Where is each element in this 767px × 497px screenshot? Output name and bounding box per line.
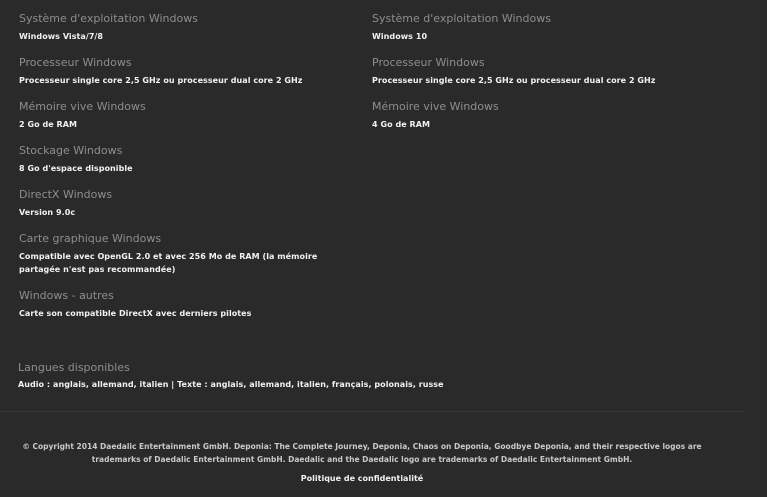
spec-value: Compatible avec OpenGL 2.0 et avec 256 Mo de RAM (la mémoire partagée n'est pas recommandée) <box>19 252 318 274</box>
copyright-notice <box>0 440 724 466</box>
spec-label: Processeur Windows <box>372 56 485 69</box>
languages-value: Audio : anglais, allemand, italien | Texte : anglais, allemand, italien, français, polonais, russe <box>18 380 444 389</box>
spec-os-min <box>19 12 198 43</box>
spec-value: Windows 10 <box>372 32 428 41</box>
spec-label: Système d'exploitation Windows <box>372 12 551 25</box>
spec-label: Processeur Windows <box>19 56 132 69</box>
spec-value: 4 Go de RAM <box>372 120 430 129</box>
spec-label: Carte graphique Windows <box>19 232 162 245</box>
spec-directx-min <box>19 188 112 219</box>
languages-section <box>18 361 738 391</box>
spec-label: Mémoire vive Windows <box>372 100 499 113</box>
spec-cpu-min <box>19 56 302 87</box>
spec-ram-rec <box>372 100 499 131</box>
spec-value: Processeur single core 2,5 GHz ou processeur dual core 2 GHz <box>19 76 303 85</box>
spec-value: Windows Vista/7/8 <box>19 32 104 41</box>
spec-value: 8 Go d'espace disponible <box>19 164 133 173</box>
spec-value: Processeur single core 2,5 GHz ou processeur dual core 2 GHz <box>372 76 656 85</box>
footer-divider <box>0 411 744 412</box>
spec-os-rec <box>372 12 551 43</box>
spec-value: 2 Go de RAM <box>19 120 77 129</box>
copyright-line: trademarks of Daedalic Entertainment GmbH. Daedalic and the Daedalic logo are trademarks of Daedalic Entertainment GmbH. <box>91 455 633 464</box>
spec-label: Système d'exploitation Windows <box>19 12 198 25</box>
spec-other-min <box>19 289 251 320</box>
spec-gpu-min <box>19 232 354 276</box>
spec-label: DirectX Windows <box>19 188 113 201</box>
spec-value: Version 9.0c <box>19 208 76 217</box>
spec-ram-min <box>19 100 146 131</box>
spec-cpu-rec <box>372 56 655 87</box>
spec-value: Carte son compatible DirectX avec derniers pilotes <box>19 309 252 318</box>
spec-label: Stockage Windows <box>19 144 123 157</box>
spec-label: Mémoire vive Windows <box>19 100 146 113</box>
languages-label: Langues disponibles <box>18 361 130 374</box>
spec-label: Windows - autres <box>19 289 114 302</box>
privacy-policy-link[interactable]: Politique de confidentialité <box>300 474 424 483</box>
spec-storage-min <box>19 144 133 175</box>
copyright-line: © Copyright 2014 Daedalic Entertainment GmbH. Deponia: The Complete Journey, Deponia, Chaos on Deponia, Goodbye Deponia, and their respective logos are <box>22 442 702 451</box>
